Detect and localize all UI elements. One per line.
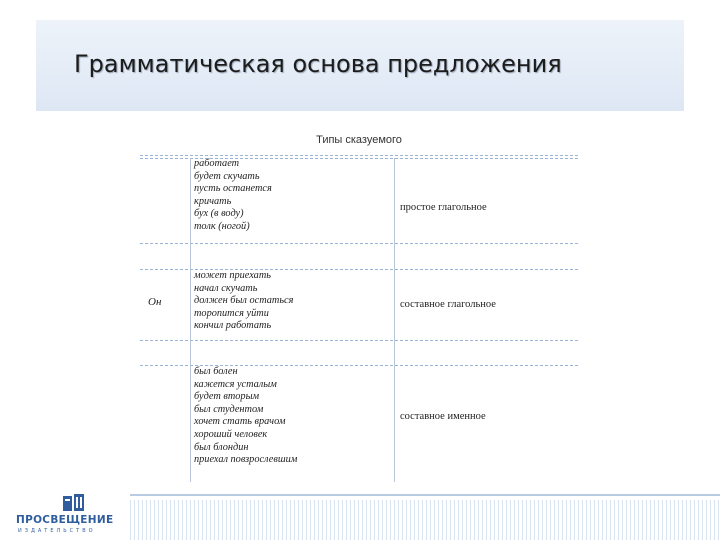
predicate-item: толк (ногой) [194, 220, 250, 232]
predicate-list-compound-verbal [194, 270, 293, 333]
predicate-list-simple-verbal [194, 158, 272, 234]
slide-title: Грамматическая основа предложения [74, 50, 562, 78]
predicate-item: хочет стать врачом [194, 416, 286, 428]
footer-decoration-pattern [130, 500, 720, 540]
predicate-types-table [140, 128, 578, 482]
predicate-item: может приехать [194, 270, 271, 281]
publisher-logo-name: ПРОСВЕЩЕНИЕ [16, 514, 114, 526]
type-compound-verbal: составное глагольное [400, 299, 496, 310]
predicate-item: будет вторым [194, 391, 260, 403]
predicate-item: кажется усталым [194, 378, 277, 390]
table-rule [140, 155, 578, 156]
predicate-item: начал скучать [194, 282, 258, 294]
type-simple-verbal: простое глагольное [400, 202, 487, 213]
predicate-item: работает [194, 158, 240, 169]
publisher-logo-icon [62, 493, 86, 513]
table-caption: Типы сказуемого [316, 134, 402, 146]
predicate-item: будет скучать [194, 170, 260, 182]
predicate-item: был болен [194, 366, 238, 377]
predicate-item: пусть останется [194, 183, 272, 195]
publisher-logo-subtitle: ИЗДАТЕЛЬСТВО [18, 528, 96, 534]
type-compound-nominal: составное именное [400, 411, 486, 422]
subject-cell: Он [148, 296, 162, 308]
predicate-list-compound-nominal [194, 366, 297, 467]
footer-decoration-line [130, 494, 720, 496]
table-column-divider [190, 158, 191, 482]
predicate-item: был студентом [194, 403, 264, 415]
predicate-item: торопится уйти [194, 307, 269, 319]
predicate-item: бух (в воду) [194, 208, 244, 220]
predicate-item: кричать [194, 195, 232, 207]
predicate-item: был блондин [194, 441, 249, 453]
predicate-item: хороший человек [194, 428, 268, 440]
table-rule [140, 340, 578, 341]
predicate-item: должен был остаться [194, 295, 294, 307]
table-rule [140, 243, 578, 244]
predicate-item: приехал повзрослевшим [194, 454, 298, 466]
table-column-divider [394, 158, 395, 482]
predicate-item: кончил работать [194, 320, 272, 332]
